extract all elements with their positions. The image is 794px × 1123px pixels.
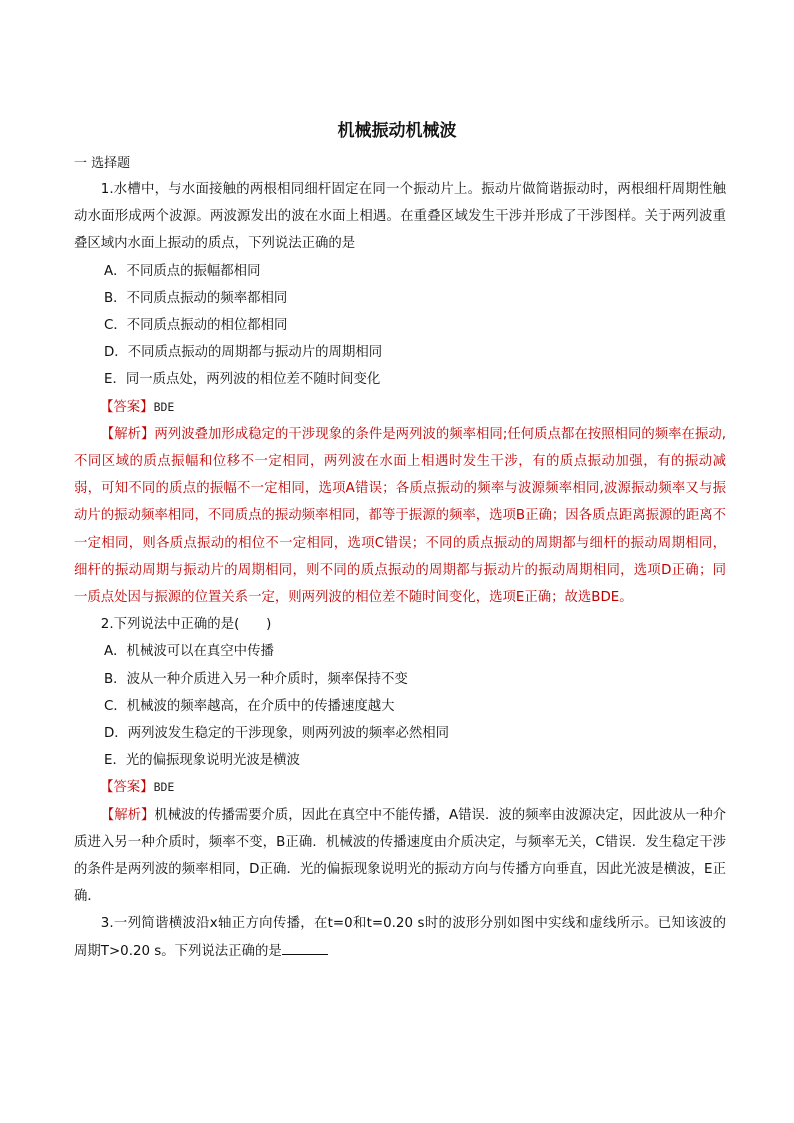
question-1-option-e: E．同一质点处，两列波的相位差不随时间变化 — [104, 372, 381, 388]
question-1-explanation — [74, 421, 726, 611]
document-content — [74, 176, 726, 965]
question-2-option-b: B．波从一种介质进入另一种介质时，频率保持不变 — [104, 671, 408, 687]
explanation-tag: 【解析】 — [100, 426, 155, 442]
question-1-stem: 1.水槽中，与水面接触的两根相同细杆固定在同一个振动片上。振动片做简谐振动时，两根细杆周期性触动水面形成两个波源。两波源发出的波在水面上相遇。在重叠区域发生干涉并形成了干涉图样。关于两列波重叠区域内水面上振动的质点，下列说法正确的是 — [74, 182, 726, 252]
document-title: 机械振动机械波 — [337, 121, 457, 141]
question-2-answer — [74, 774, 726, 801]
answer-value: BDE — [153, 399, 175, 414]
question-2-option-e: E．光的偏振现象说明光波是横波 — [104, 753, 300, 769]
question-1-option-a: A．不同质点的振幅都相同 — [104, 263, 261, 279]
section-heading: 一 选择题 — [74, 156, 131, 171]
question-1-option-c: C．不同质点振动的相位都相同 — [104, 318, 288, 334]
question-2-option-d: D．两列波发生稳定的干涉现象，则两列波的频率必然相同 — [104, 726, 450, 742]
question-2-explanation — [74, 802, 726, 911]
question-2-stem: 2.下列说法中正确的是( ) — [100, 617, 272, 633]
question-1-option-d: D．不同质点振动的周期都与振动片的周期相同 — [104, 345, 383, 361]
question-2-option-c: C．机械波的频率越高，在介质中的传播速度越大 — [104, 698, 395, 714]
answer-blank — [282, 940, 328, 955]
answer-value: BDE — [153, 780, 175, 795]
explanation-text: 两列波叠加形成稳定的干涉现象的条件是两列波的频率相同;任何质点都在按照相同的频率在振动,不同区域的质点振幅和位移不一定相同，两列波在水面上相遇时发生干涉，有的质点振动加强，有的振动减弱，可知不同的质点的振幅不一定相同，选项A错误；各质点振动的频率与波源频率相同,波源振动频率又与振动片的振动频率相同，不同质点的振动频率相同，都等于振源的频率，选项B正确；因各质点距离振源的距离不一定相同，则各质点振动的相位不一定相同，选项C错误；不同的质点振动的周期都与细杆的振动周期相同，细杆的振动周期与振动片的周期相同，则不同的质点振动的周期都与振动片的振动周期相同，选项D正确；同一质点处因与振源的位置关系一定，则两列波的相位差不随时间变化，选项E正确；故选BDE。 — [74, 426, 727, 606]
question-3-stem — [74, 910, 726, 964]
explanation-tag: 【解析】 — [100, 807, 155, 823]
question-2-option-a: A．机械波可以在真空中传播 — [104, 644, 274, 660]
explanation-text: 机械波的传播需要介质，因此在真空中不能传播，A错误．波的频率由波源决定，因此波从一种介质进入另一种介质时，频率不变，B正确．机械波的传播速度由介质决定，与频率无关，C错误．发生稳定干涉的条件是两列波的频率相同，D正确．光的偏振现象说明光的振动方向与传播方向垂直，因此光波是横波，E正确． — [74, 807, 726, 905]
question-1-option-b: B．不同质点振动的频率都相同 — [104, 290, 288, 306]
question-1-answer — [74, 394, 726, 421]
question-3-text: 3.一列简谐横波沿x轴正方向传播，在t=0和t=0.20 s时的波形分别如图中实线和虚线所示。已知该波的周期T>0.20 s。下列说法正确的是 — [74, 916, 726, 959]
answer-tag: 【答案】 — [100, 399, 154, 415]
answer-tag: 【答案】 — [100, 780, 154, 796]
